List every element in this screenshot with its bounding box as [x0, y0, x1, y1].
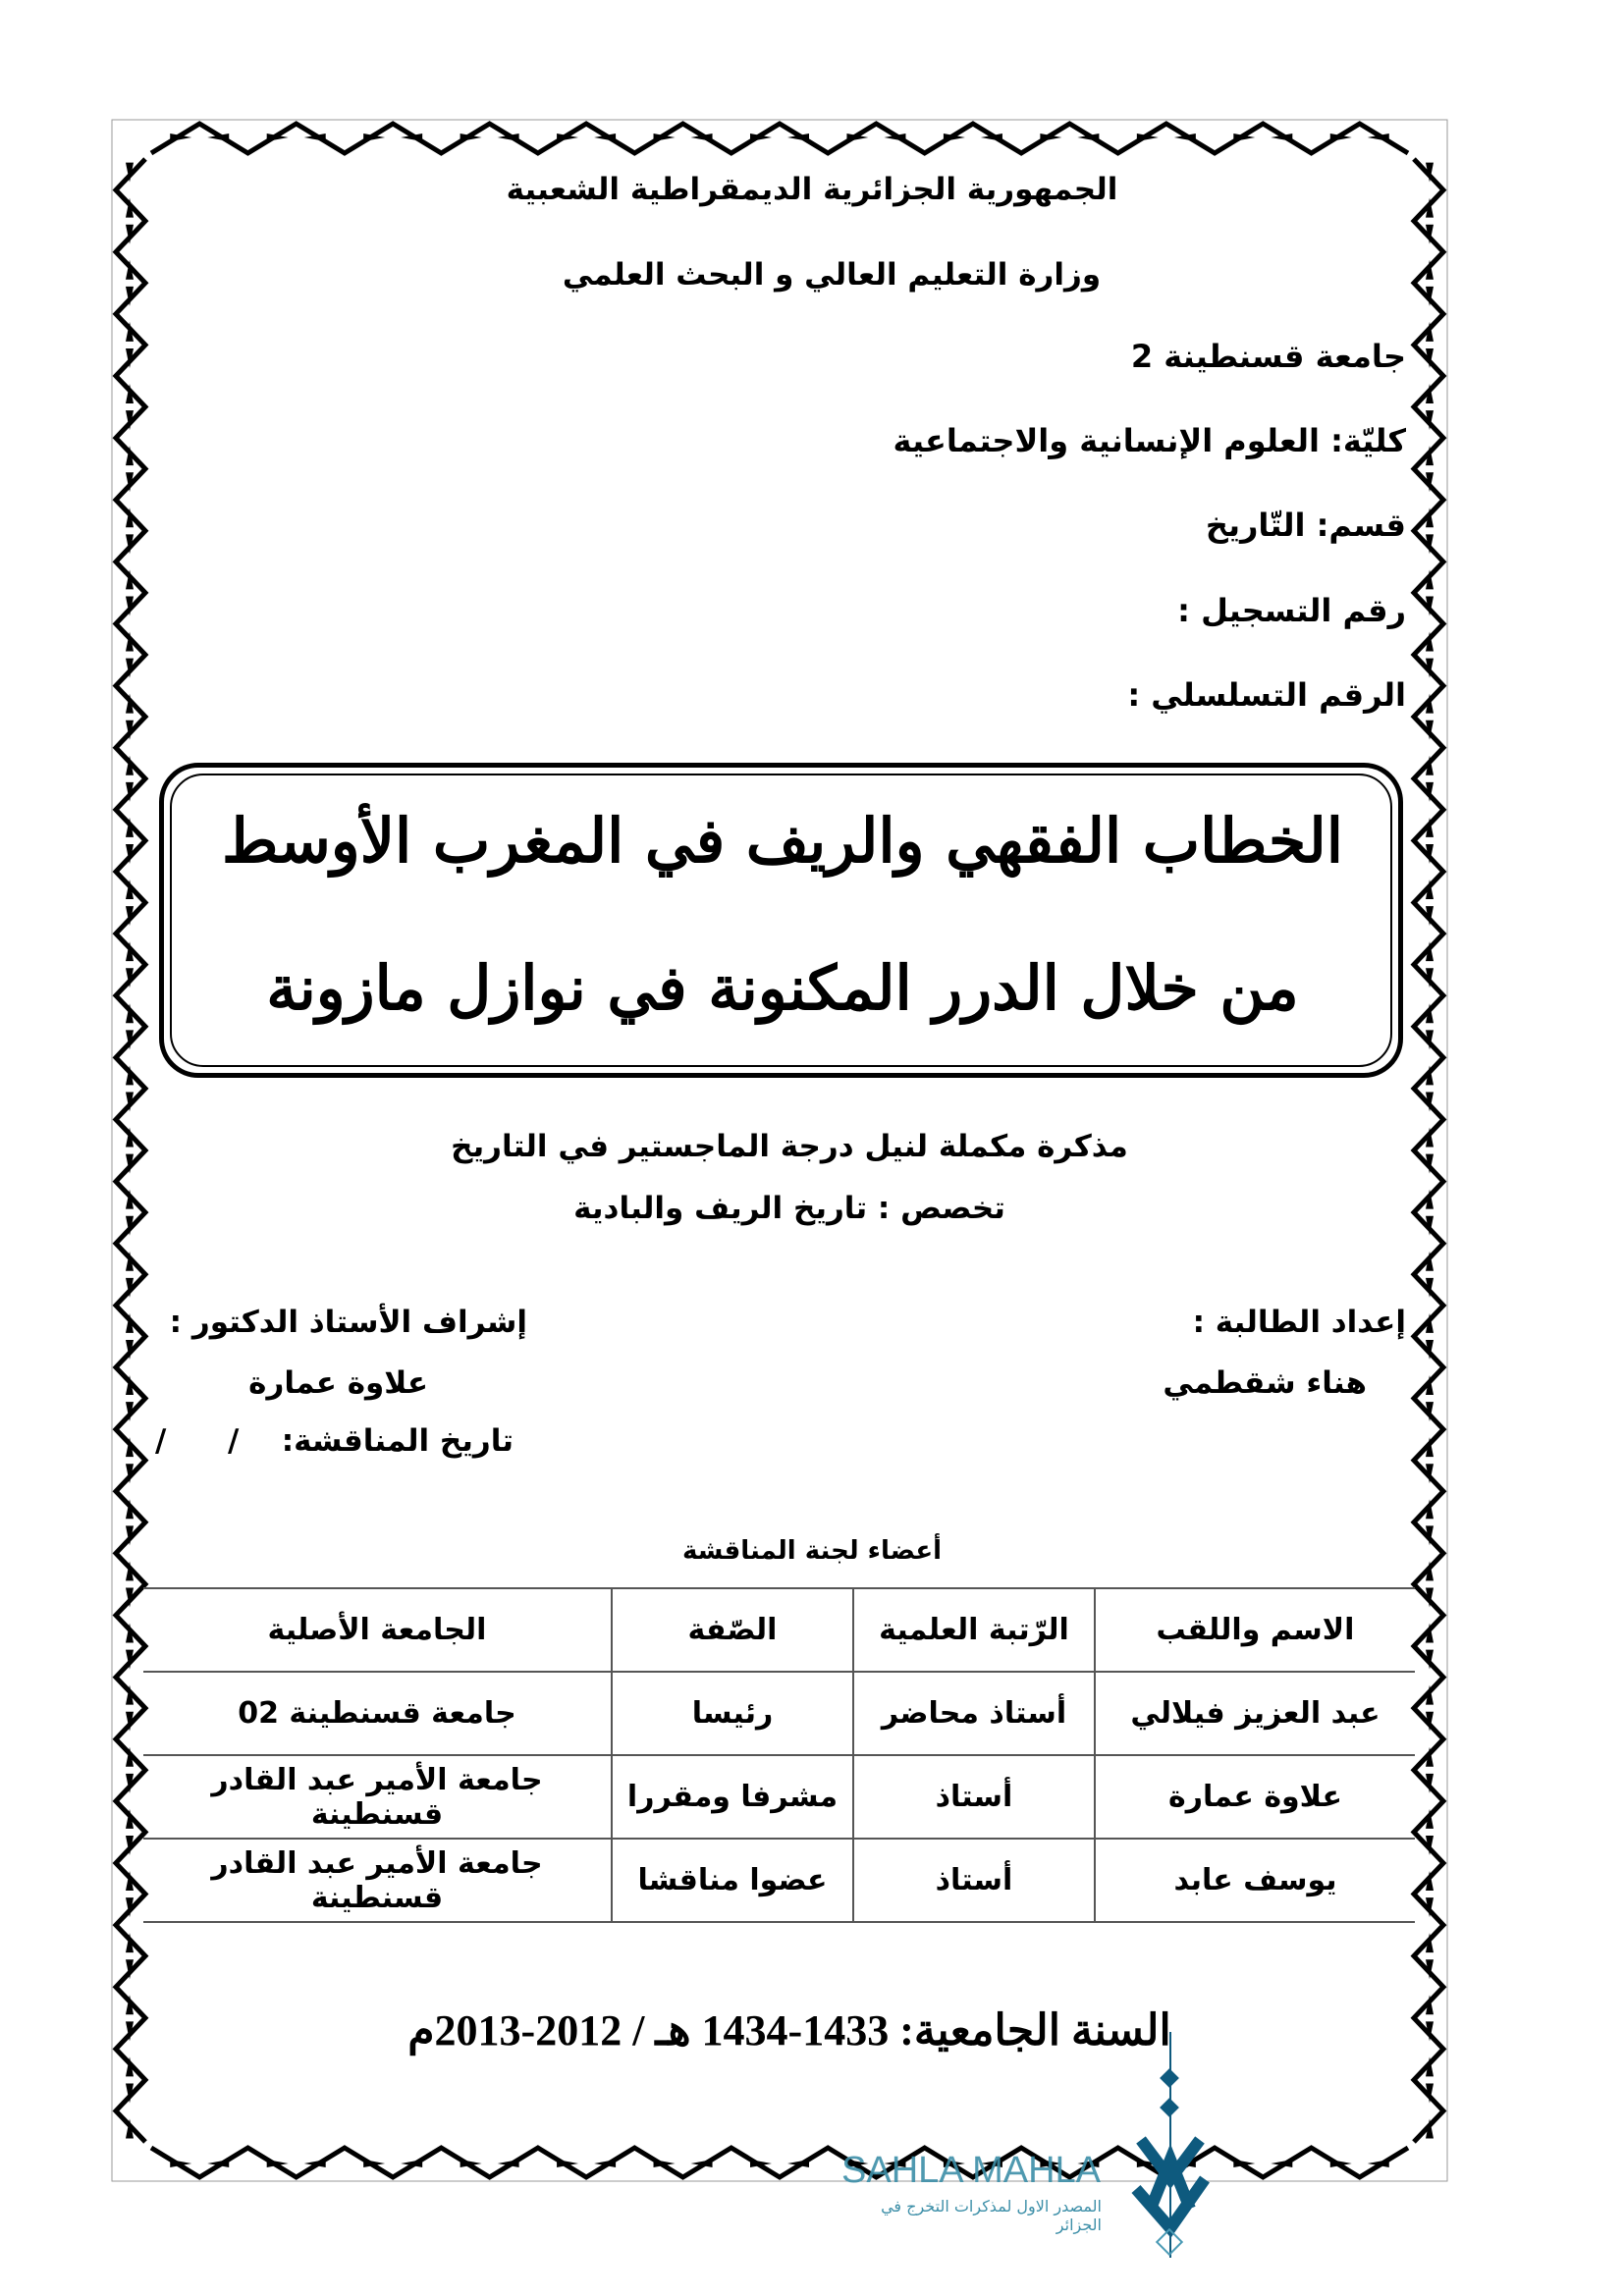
header-name: الاسم واللقب [1095, 1588, 1415, 1672]
member-rank: أستاذ محاضر [853, 1672, 1095, 1755]
watermark-tagline: المصدر الاول لمذكرات التخرج في الجزائر [881, 2197, 1102, 2234]
registration-number: رقم التسجيل : [1177, 592, 1406, 629]
date-separator: / [155, 1423, 167, 1459]
thesis-title-line1: الخطاب الفقهي والريف في المغرب الأوسط [221, 805, 1344, 877]
committee-caption: أعضاء لجنة المناقشة [681, 1536, 943, 1566]
student-name: هناء شقطمي [1163, 1365, 1367, 1401]
watermark-brand: SAHLA MAHLA [841, 2150, 1101, 2191]
border-segment [151, 124, 1408, 153]
watermark-logo [841, 2032, 1234, 2268]
member-role: عضوا مناقشا [612, 1839, 853, 1922]
header-rank: الرّتبة العلمية [853, 1588, 1095, 1672]
member-name: علاوة عمارة [1095, 1755, 1415, 1839]
faculty-name: كليّة: العلوم الإنسانية والاجتماعية [893, 422, 1406, 459]
university-name: جامعة قسنطينة 2 [1130, 338, 1406, 375]
defense-date-label: تاريخ المناقشة: [281, 1423, 514, 1459]
member-university: جامعة الأمير عبد القادر قسنطينة [143, 1755, 612, 1839]
member-role: رئيسا [612, 1672, 853, 1755]
academic-year: السنة الجامعية: 1433-1434 هـ / 2012-2013م [407, 2006, 1171, 2055]
member-rank: أستاذ [853, 1755, 1095, 1839]
supervisor-label: إشراف الأستاذ الدكتور : [169, 1305, 527, 1340]
supervisor-name: علاوة عمارة [248, 1365, 428, 1401]
table-row [143, 1755, 1415, 1839]
member-university: جامعة الأمير عبد القادر قسنطينة [143, 1839, 612, 1922]
department-name: قسم: التّاريخ [1205, 507, 1406, 544]
member-name: يوسف عابد [1095, 1839, 1415, 1922]
member-role: مشرفا ومقررا [612, 1755, 853, 1839]
thesis-title-line2: من خلال الدرر المكنونة في نوازل مازونة [266, 952, 1299, 1024]
date-separator: / [228, 1423, 240, 1459]
table-row [143, 1839, 1415, 1922]
header-university: الجامعة الأصلية [143, 1588, 612, 1672]
member-name: عبد العزيز فيلالي [1095, 1672, 1415, 1755]
member-university: جامعة قسنطينة 02 [143, 1672, 612, 1755]
republic-heading: الجمهورية الجزائرية الديمقراطية الشعبية [506, 172, 1118, 207]
member-rank: أستاذ [853, 1839, 1095, 1922]
degree-statement: مذكرة مكملة لنيل درجة الماجستير في التاريخ [451, 1129, 1128, 1164]
serial-number: الرقم التسلسلي : [1127, 676, 1406, 714]
committee-table [143, 1587, 1415, 1923]
table-header-row [143, 1588, 1415, 1672]
student-label: إعداد الطالبة : [1192, 1305, 1406, 1340]
ministry-heading: وزارة التعليم العالي و البحث العلمي [562, 257, 1102, 293]
sahla-mahla-emblem-icon [1121, 2032, 1219, 2268]
table-row [143, 1672, 1415, 1755]
specialization: تخصص : تاريخ الريف والبادية [573, 1191, 1005, 1226]
header-role: الصّفة [612, 1588, 853, 1672]
